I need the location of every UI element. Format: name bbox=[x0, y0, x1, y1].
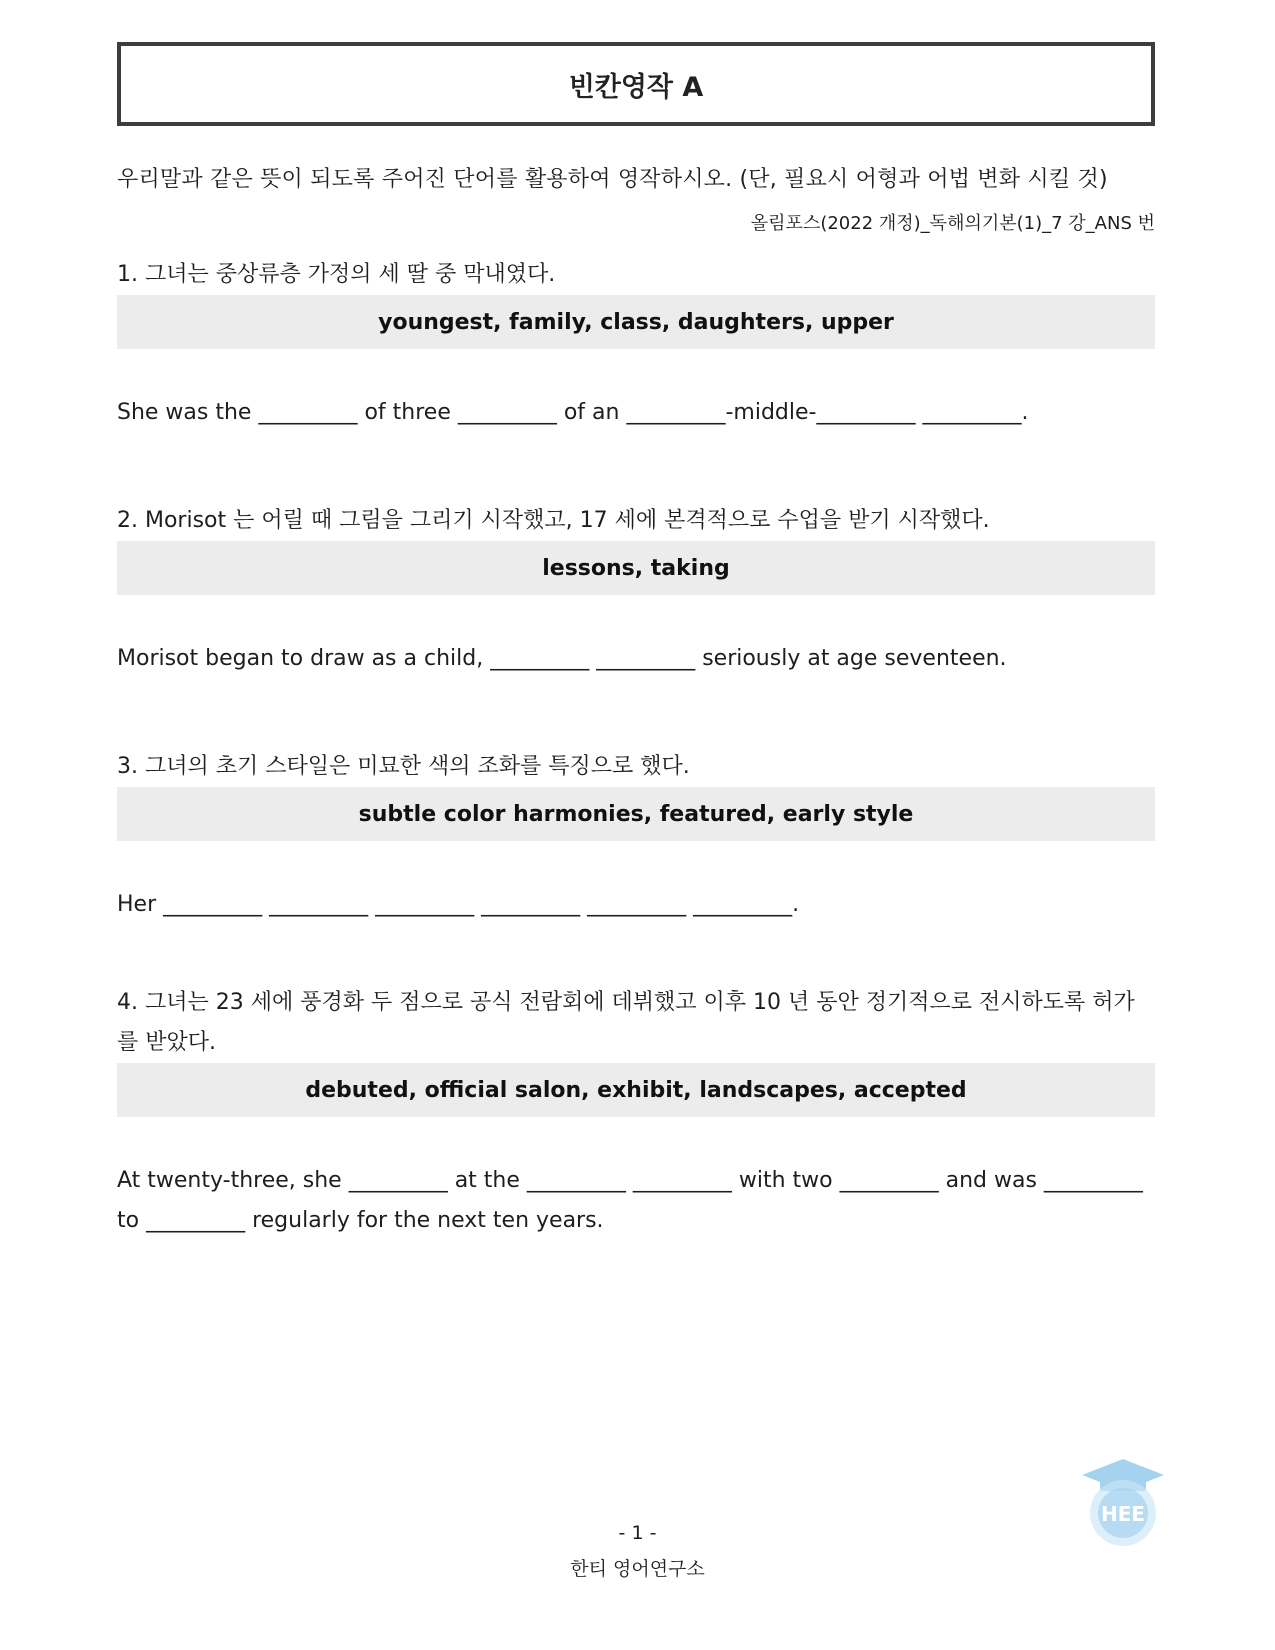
question-3-word-box: subtle color harmonies, featured, early style bbox=[117, 787, 1155, 841]
question-4-answer: At twenty-three, she _________ at the _________ _________ with two _________ and was _________ to _________ regularly for the next ten years. bbox=[117, 1168, 1143, 1233]
worksheet-page bbox=[117, 42, 1155, 1241]
question-2-prompt: 2. Morisot 는 어릴 때 그림을 그리기 시작했고, 17 세에 본격적으로 수업을 받기 시작했다. bbox=[117, 508, 990, 533]
question-3-prompt: 3. 그녀의 초기 스타일은 미묘한 색의 조화를 특징으로 했다. bbox=[117, 754, 690, 779]
question-4-word-box: debuted, official salon, exhibit, landscapes, accepted bbox=[117, 1063, 1155, 1117]
source-reference: 올림포스(2022 개정)_독해의기본(1)_7 강_ANS 번 bbox=[750, 213, 1155, 234]
question-3-answer: Her _________ _________ _________ _________ _________ _________. bbox=[117, 892, 800, 917]
watermark-text: HEE bbox=[1100, 1502, 1146, 1526]
question-1-prompt: 1. 그녀는 중상류층 가정의 세 딸 중 막내였다. bbox=[117, 262, 556, 287]
footer-organization: 한티 영어연구소 bbox=[570, 1558, 705, 1580]
instruction-text: 우리말과 같은 뜻이 되도록 주어진 단어를 활용하여 영작하시오. (단, 필요시 어형과 어법 변화 시킬 것) bbox=[117, 167, 1108, 192]
page-number: - 1 - bbox=[618, 1522, 657, 1544]
question-4-prompt: 4. 그녀는 23 세에 풍경화 두 점으로 공식 전람회에 데뷔했고 이후 10 년 동안 정기적으로 전시하도록 허가를 받았다. bbox=[117, 990, 1135, 1055]
question-1-answer: She was the _________ of three _________ of an _________-middle-_________ _________. bbox=[117, 400, 1029, 425]
question-2-answer: Morisot began to draw as a child, _________ _________ seriously at age seventeen. bbox=[117, 646, 1007, 671]
question-1-word-box: youngest, family, class, daughters, upper bbox=[117, 295, 1155, 349]
worksheet-title: 빈칸영작 A bbox=[117, 42, 1155, 126]
question-2-word-box: lessons, taking bbox=[117, 541, 1155, 595]
